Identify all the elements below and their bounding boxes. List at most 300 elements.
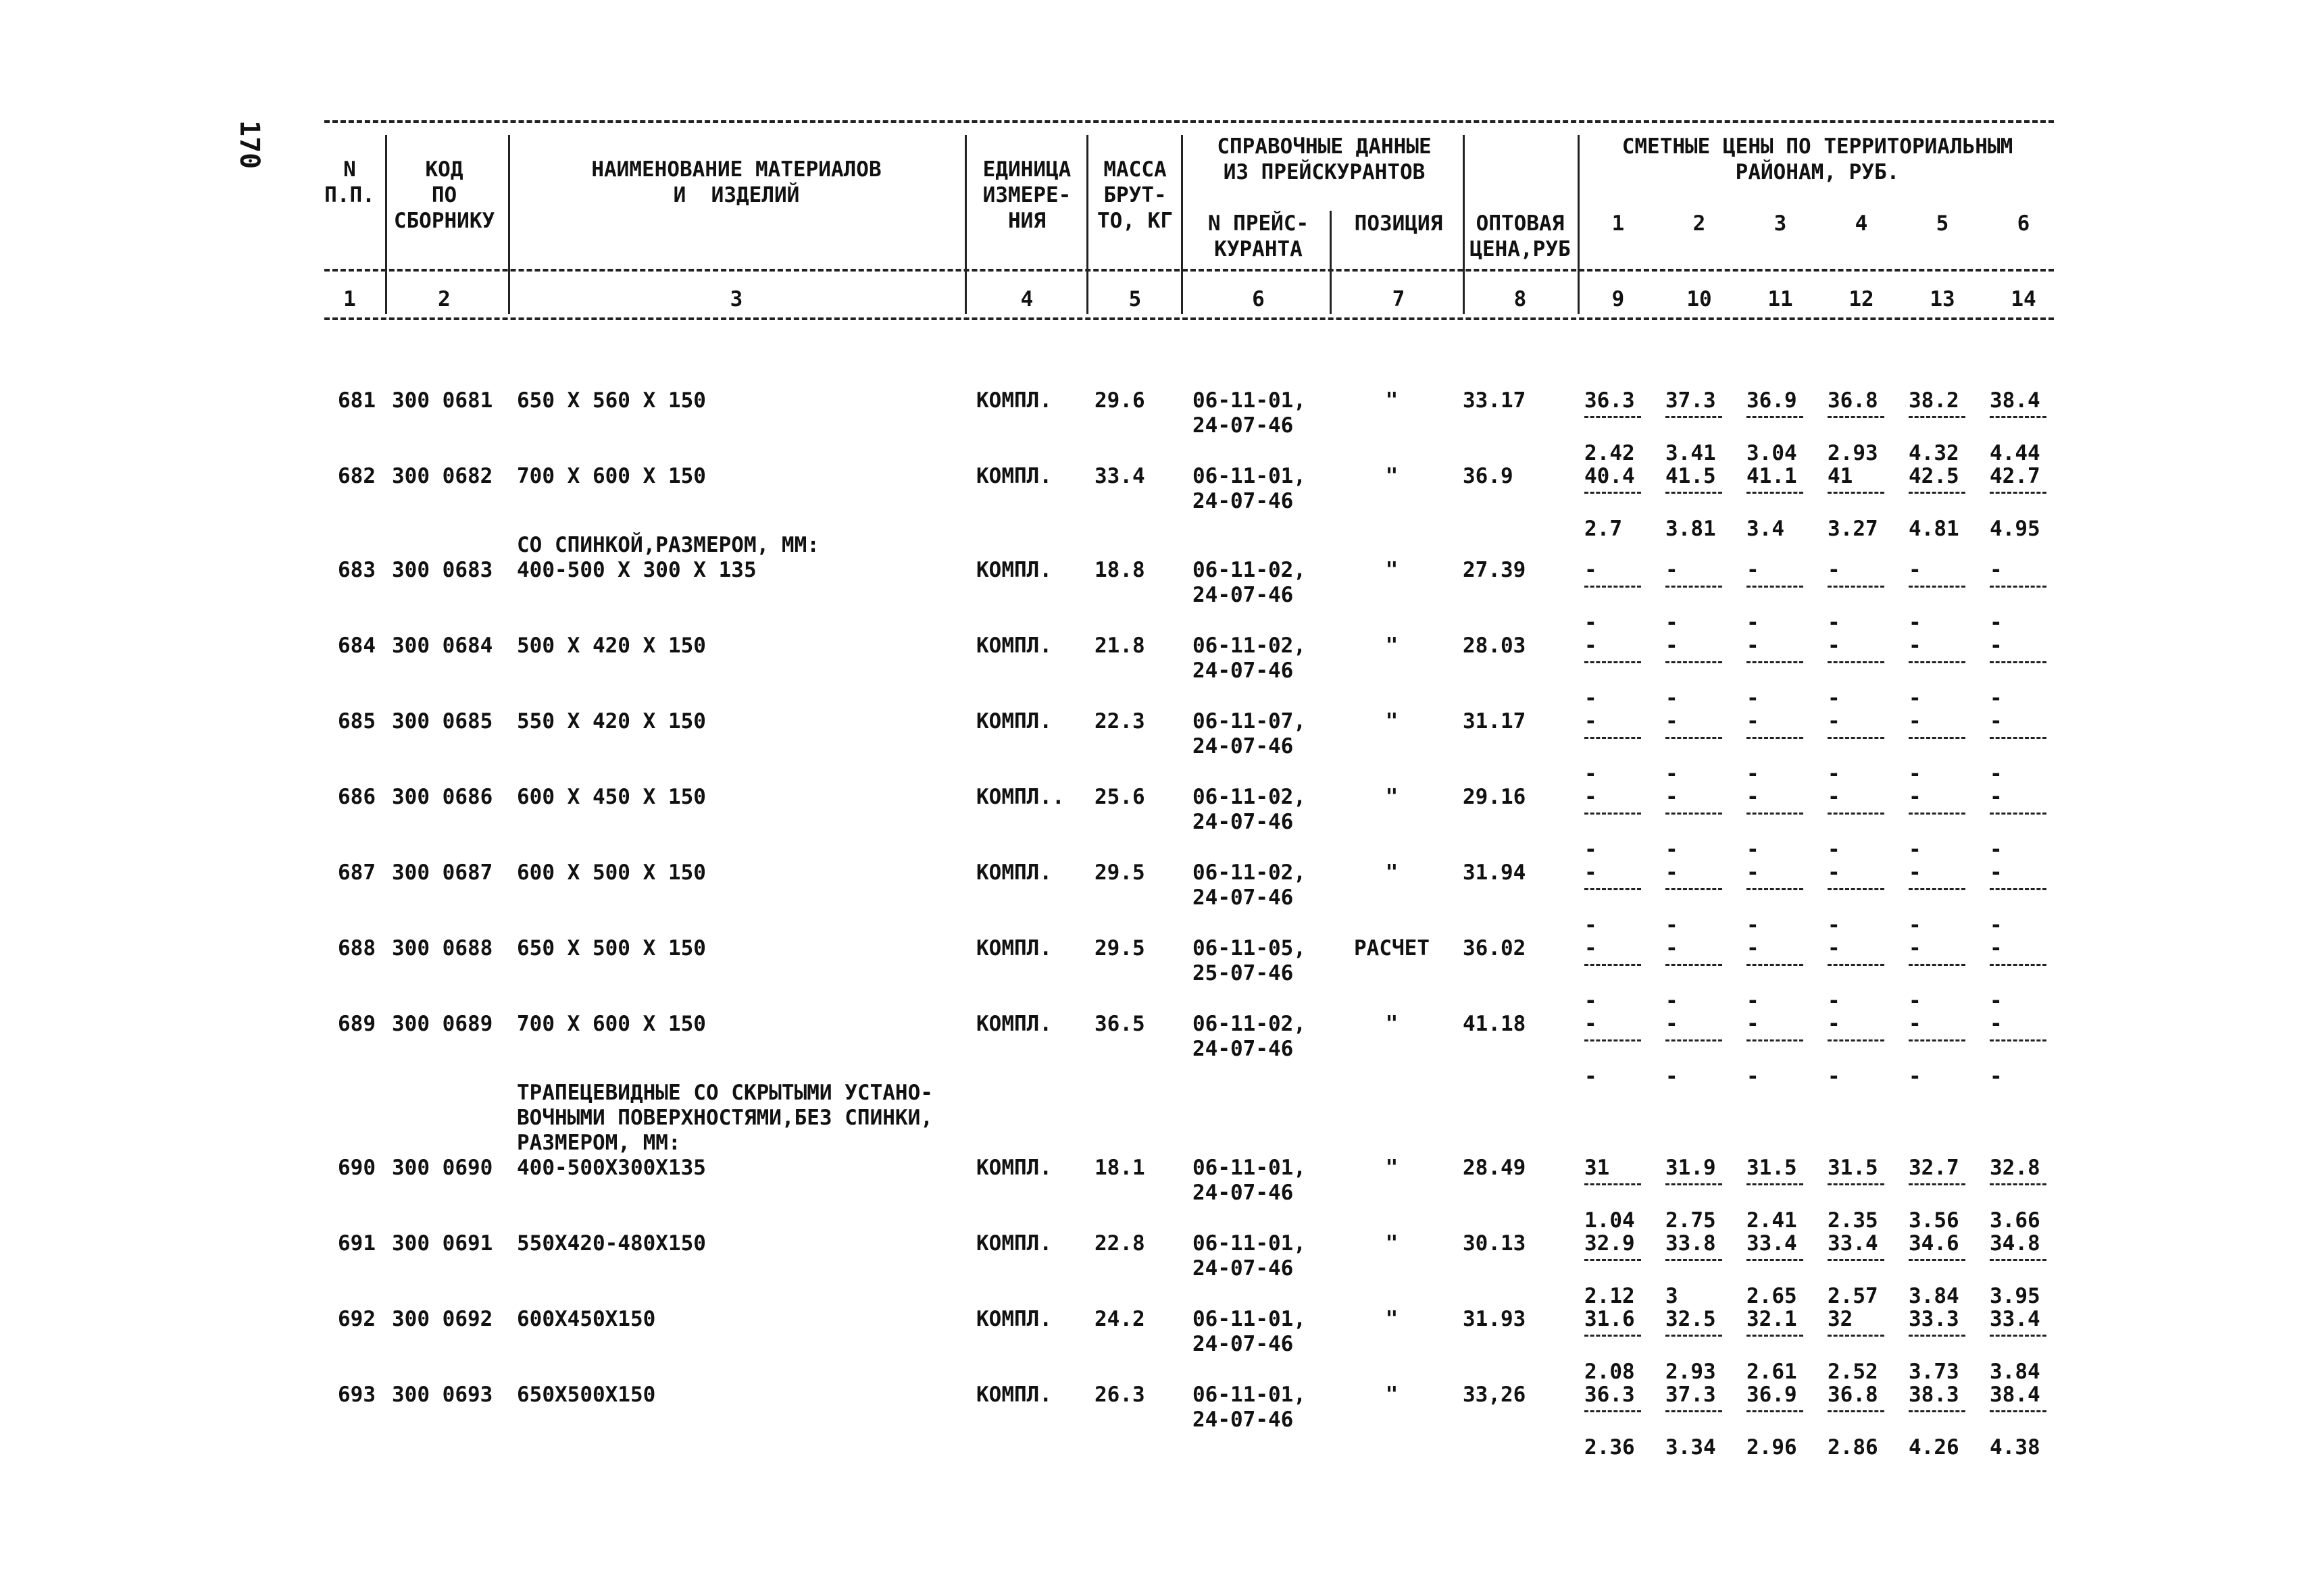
row-pricelist: 06-11-01, 24-07-46: [1192, 1231, 1306, 1281]
column-number-3: 3: [730, 287, 743, 311]
price-bottom: -: [1828, 1064, 1840, 1089]
price-top: 32.8: [1990, 1156, 2040, 1180]
price-bottom: -: [1746, 611, 1759, 635]
row-code: 300 0692: [392, 1307, 493, 1331]
price-bottom: 2.08: [1584, 1360, 1635, 1384]
region-price-2: [1665, 558, 1733, 636]
price-bottom: 2.35: [1828, 1208, 1878, 1233]
region-price-3: [1746, 709, 1814, 787]
fraction-rule: [1909, 586, 1965, 588]
header-col-2: КОД ПО СБОРНИКУ: [393, 157, 495, 233]
row-wholesale-price: 27.39: [1463, 558, 1526, 582]
fraction-rule: [1990, 888, 2046, 890]
region-price-2: [1665, 1231, 1733, 1309]
region-price-4: [1828, 464, 1895, 542]
fraction-rule: [1828, 1183, 1884, 1185]
row-name: 600X450X150: [517, 1307, 656, 1331]
region-price-3: [1746, 1307, 1814, 1385]
region-price-6: [1990, 860, 2057, 938]
row-number: 690: [338, 1156, 376, 1180]
header-col-7: ПОЗИЦИЯ: [1354, 211, 1443, 236]
fraction-rule: [1909, 964, 1965, 966]
row-mass: 26.3: [1095, 1383, 1145, 1407]
row-mass: 21.8: [1095, 634, 1145, 658]
fraction-rule: [1665, 661, 1722, 663]
region-price-6: [1990, 1307, 2057, 1385]
price-top: 37.3: [1665, 388, 1716, 413]
price-top: -: [1909, 634, 1921, 658]
price-bottom: -: [1584, 913, 1597, 937]
row-code: 300 0688: [392, 936, 493, 960]
fraction-rule: [1990, 416, 2046, 418]
fraction-rule: [1909, 1259, 1965, 1261]
column-number-10: 10: [1686, 287, 1712, 311]
region-price-2: [1665, 1307, 1733, 1385]
price-top: 42.7: [1990, 464, 2040, 488]
row-wholesale-price: 41.18: [1463, 1012, 1526, 1036]
region-price-6: [1990, 709, 2057, 787]
region-price-6: [1990, 464, 2057, 542]
price-top: -: [1990, 785, 2003, 809]
fraction-rule: [1909, 737, 1965, 739]
price-bottom: -: [1909, 686, 1921, 711]
row-wholesale-price: 31.94: [1463, 860, 1526, 885]
region-price-2: [1665, 936, 1733, 1014]
price-top: -: [1746, 785, 1759, 809]
fraction-rule: [1828, 1039, 1884, 1041]
region-price-5: [1909, 1231, 1976, 1309]
region-price-5: [1909, 1307, 1976, 1385]
header-top-rule: [324, 120, 2054, 123]
header-region-5: 5: [1936, 211, 1949, 236]
fraction-rule: [1990, 492, 2046, 494]
fraction-rule: [1828, 661, 1884, 663]
fraction-rule: [1665, 586, 1722, 588]
fraction-rule: [1909, 1039, 1965, 1041]
price-top: 33.4: [1828, 1231, 1878, 1256]
fraction-rule: [1584, 1410, 1641, 1412]
row-pricelist: 06-11-05, 25-07-46: [1192, 936, 1306, 985]
row-unit: КОМПЛ.: [976, 558, 1052, 582]
region-price-1: [1584, 709, 1652, 787]
fraction-rule: [1584, 416, 1641, 418]
price-top: 32.1: [1746, 1307, 1797, 1331]
fraction-rule: [1584, 586, 1641, 588]
region-price-5: [1909, 634, 1976, 711]
region-price-3: [1746, 1383, 1814, 1460]
price-bottom: -: [1990, 838, 2003, 862]
region-price-5: [1909, 709, 1976, 787]
region-price-4: [1828, 1156, 1895, 1233]
price-bottom: 3.4: [1746, 517, 1784, 541]
price-bottom: 3.84: [1990, 1360, 2040, 1384]
region-price-5: [1909, 1383, 1976, 1460]
fraction-rule: [1665, 492, 1722, 494]
price-bottom: -: [1828, 686, 1840, 711]
fraction-rule: [1909, 1410, 1965, 1412]
fraction-rule: [1828, 737, 1884, 739]
region-price-2: [1665, 1383, 1733, 1460]
price-bottom: -: [1746, 989, 1759, 1013]
fraction-rule: [1909, 1335, 1965, 1337]
price-bottom: 2.93: [1828, 441, 1878, 465]
row-name: 650X500X150: [517, 1383, 656, 1407]
row-wholesale-price: 30.13: [1463, 1231, 1526, 1256]
row-number: 683: [338, 558, 376, 582]
header-region-3: 3: [1774, 211, 1787, 236]
region-price-2: [1665, 1012, 1733, 1089]
price-bottom: -: [1665, 838, 1678, 862]
fraction-rule: [1828, 888, 1884, 890]
row-position: РАСЧЕТ: [1354, 936, 1430, 960]
section-heading: ТРАПЕЦЕВИДНЫЕ СО СКРЫТЫМИ УСТАНО- ВОЧНЫМИ ПОВЕРХНОСТЯМИ,БЕЗ СПИНКИ, РАЗМЕРОМ, ММ:: [517, 1081, 933, 1155]
row-wholesale-price: 28.49: [1463, 1156, 1526, 1180]
region-price-6: [1990, 1383, 2057, 1460]
price-top: -: [1746, 709, 1759, 733]
row-mass: 29.5: [1095, 860, 1145, 885]
region-price-2: [1665, 388, 1733, 466]
row-wholesale-price: 33,26: [1463, 1383, 1526, 1407]
price-bottom: 4.95: [1990, 517, 2040, 541]
region-price-4: [1828, 1012, 1895, 1089]
price-top: -: [1909, 936, 1921, 960]
region-price-5: [1909, 860, 1976, 938]
fraction-rule: [1746, 813, 1803, 815]
region-price-1: [1584, 558, 1652, 636]
region-price-3: [1746, 1012, 1814, 1089]
price-top: 41.1: [1746, 464, 1797, 488]
price-bottom: 3.34: [1665, 1435, 1716, 1460]
region-price-2: [1665, 785, 1733, 863]
price-top: -: [1909, 785, 1921, 809]
page-number: 170: [234, 120, 265, 170]
region-price-3: [1746, 1156, 1814, 1233]
price-top: 41.5: [1665, 464, 1716, 488]
price-top: -: [1584, 1012, 1597, 1036]
price-top: 37.3: [1665, 1383, 1716, 1407]
region-price-3: [1746, 936, 1814, 1014]
price-top: 38.4: [1990, 388, 2040, 413]
price-bottom: -: [1665, 989, 1678, 1013]
price-bottom: -: [1909, 989, 1921, 1013]
fraction-rule: [1584, 1259, 1641, 1261]
region-price-1: [1584, 860, 1652, 938]
price-bottom: -: [1990, 989, 2003, 1013]
price-top: 36.8: [1828, 1383, 1878, 1407]
section-heading: СО СПИНКОЙ,РАЗМЕРОМ, ММ:: [517, 533, 820, 557]
price-top: 36.9: [1746, 1383, 1797, 1407]
region-price-5: [1909, 936, 1976, 1014]
region-price-2: [1665, 709, 1733, 787]
price-top: 31.5: [1828, 1156, 1878, 1180]
price-bottom: 1.04: [1584, 1208, 1635, 1233]
fraction-rule: [1584, 737, 1641, 739]
price-top: 33.3: [1909, 1307, 1959, 1331]
fraction-rule: [1990, 1259, 2046, 1261]
row-unit: КОМПЛ.: [976, 1012, 1052, 1036]
price-top: -: [1828, 709, 1840, 733]
column-number-11: 11: [1767, 287, 1793, 311]
fraction-rule: [1909, 492, 1965, 494]
fraction-rule: [1990, 1039, 2046, 1041]
price-bottom: 2.65: [1746, 1284, 1797, 1308]
price-bottom: 3.84: [1909, 1284, 1959, 1308]
row-name: 600 X 450 X 150: [517, 785, 706, 809]
row-number: 685: [338, 709, 376, 733]
price-top: 31: [1584, 1156, 1610, 1180]
price-bottom: -: [1584, 762, 1597, 786]
region-price-1: [1584, 1383, 1652, 1460]
fraction-rule: [1909, 1183, 1965, 1185]
header-bottom-rule: [324, 317, 2054, 320]
fraction-rule: [1990, 964, 2046, 966]
row-unit: КОМПЛ.: [976, 1231, 1052, 1256]
fraction-rule: [1665, 1410, 1722, 1412]
price-bottom: -: [1828, 913, 1840, 937]
price-top: -: [1665, 709, 1678, 733]
region-price-4: [1828, 388, 1895, 466]
price-top: 32.5: [1665, 1307, 1716, 1331]
region-price-4: [1828, 1383, 1895, 1460]
price-top: -: [1746, 634, 1759, 658]
region-price-2: [1665, 860, 1733, 938]
price-bottom: -: [1909, 838, 1921, 862]
row-position: ": [1385, 1012, 1399, 1036]
row-pricelist: 06-11-01, 24-07-46: [1192, 1383, 1306, 1432]
region-price-6: [1990, 388, 2057, 466]
row-pricelist: 06-11-01, 24-07-46: [1192, 1156, 1306, 1205]
row-code: 300 0691: [392, 1231, 493, 1256]
region-price-1: [1584, 785, 1652, 863]
price-bottom: -: [1828, 611, 1840, 635]
fraction-rule: [1584, 661, 1641, 663]
fraction-rule: [1746, 661, 1803, 663]
row-pricelist: 06-11-02, 24-07-46: [1192, 634, 1306, 683]
header-col-4: ЕДИНИЦА ИЗМЕРЕ- НИЯ: [982, 157, 1072, 233]
price-bottom: -: [1584, 1064, 1597, 1089]
fraction-rule: [1665, 1183, 1722, 1185]
row-name: 700 X 600 X 150: [517, 1012, 706, 1036]
region-price-1: [1584, 1231, 1652, 1309]
fraction-rule: [1828, 586, 1884, 588]
row-position: ": [1385, 1231, 1399, 1256]
fraction-rule: [1746, 1183, 1803, 1185]
region-price-1: [1584, 1156, 1652, 1233]
row-mass: 25.6: [1095, 785, 1145, 809]
price-top: -: [1746, 936, 1759, 960]
region-price-4: [1828, 1231, 1895, 1309]
price-bottom: 2.75: [1665, 1208, 1716, 1233]
row-code: 300 0684: [392, 634, 493, 658]
price-top: 38.3: [1909, 1383, 1959, 1407]
price-bottom: 2.36: [1584, 1435, 1635, 1460]
region-price-3: [1746, 1231, 1814, 1309]
price-bottom: -: [1828, 762, 1840, 786]
fraction-rule: [1746, 1039, 1803, 1041]
price-top: -: [1909, 860, 1921, 885]
region-price-4: [1828, 709, 1895, 787]
fraction-rule: [1828, 416, 1884, 418]
fraction-rule: [1584, 492, 1641, 494]
row-name: 600 X 500 X 150: [517, 860, 706, 885]
region-price-5: [1909, 1012, 1976, 1089]
fraction-rule: [1584, 888, 1641, 890]
row-pricelist: 06-11-02, 24-07-46: [1192, 860, 1306, 910]
price-bottom: 3.27: [1828, 517, 1878, 541]
price-top: -: [1584, 634, 1597, 658]
row-pricelist: 06-11-02, 24-07-46: [1192, 1012, 1306, 1061]
price-top: -: [1584, 860, 1597, 885]
price-top: -: [1828, 634, 1840, 658]
row-position: ": [1385, 860, 1399, 885]
price-bottom: -: [1909, 1064, 1921, 1089]
row-pricelist: 06-11-01, 24-07-46: [1192, 464, 1306, 513]
price-top: 34.6: [1909, 1231, 1959, 1256]
price-bottom: 2.12: [1584, 1284, 1635, 1308]
column-number-1: 1: [343, 287, 356, 311]
price-bottom: 3.41: [1665, 441, 1716, 465]
region-price-2: [1665, 634, 1733, 711]
price-bottom: -: [1584, 838, 1597, 862]
price-top: -: [1909, 558, 1921, 582]
row-unit: КОМПЛ.: [976, 1307, 1052, 1331]
price-bottom: -: [1990, 913, 2003, 937]
region-price-6: [1990, 1156, 2057, 1233]
row-wholesale-price: 29.16: [1463, 785, 1526, 809]
row-number: 692: [338, 1307, 376, 1331]
price-bottom: 4.26: [1909, 1435, 1959, 1460]
row-pricelist: 06-11-01, 24-07-46: [1192, 388, 1306, 438]
row-pricelist: 06-11-02, 24-07-46: [1192, 785, 1306, 834]
fraction-rule: [1990, 1183, 2046, 1185]
fraction-rule: [1746, 1410, 1803, 1412]
header-col-8: ОПТОВАЯ ЦЕНА,РУБ: [1469, 211, 1571, 261]
price-top: 38.2: [1909, 388, 1959, 413]
region-price-1: [1584, 464, 1652, 542]
price-top: -: [1665, 860, 1678, 885]
fraction-rule: [1746, 586, 1803, 588]
row-code: 300 0683: [392, 558, 493, 582]
row-position: ": [1385, 1307, 1399, 1331]
price-top: 32: [1828, 1307, 1853, 1331]
price-top: -: [1990, 634, 2003, 658]
row-mass: 22.8: [1095, 1231, 1145, 1256]
column-number-4: 4: [1020, 287, 1034, 311]
price-bottom: -: [1584, 989, 1597, 1013]
row-code: 300 0690: [392, 1156, 493, 1180]
row-name: 400-500X300X135: [517, 1156, 706, 1180]
region-price-3: [1746, 388, 1814, 466]
region-price-6: [1990, 634, 2057, 711]
price-bottom: -: [1828, 989, 1840, 1013]
fraction-rule: [1665, 1039, 1722, 1041]
price-top: -: [1665, 785, 1678, 809]
price-top: 32.7: [1909, 1156, 1959, 1180]
row-number: 693: [338, 1383, 376, 1407]
row-mass: 18.1: [1095, 1156, 1145, 1180]
row-name: 550X420-480X150: [517, 1231, 706, 1256]
price-top: -: [1584, 785, 1597, 809]
price-top: 33.4: [1990, 1307, 2040, 1331]
region-price-5: [1909, 785, 1976, 863]
price-top: -: [1584, 558, 1597, 582]
price-bottom: -: [1665, 686, 1678, 711]
price-bottom: 3.81: [1665, 517, 1716, 541]
price-top: -: [1990, 1012, 2003, 1036]
price-bottom: 2.93: [1665, 1360, 1716, 1384]
row-wholesale-price: 33.17: [1463, 388, 1526, 413]
price-top: -: [1828, 1012, 1840, 1036]
region-price-3: [1746, 860, 1814, 938]
price-top: -: [1828, 936, 1840, 960]
price-top: -: [1746, 558, 1759, 582]
price-top: 38.4: [1990, 1383, 2040, 1407]
header-region-6: 6: [2017, 211, 2030, 236]
price-bottom: 4.44: [1990, 441, 2040, 465]
price-top: -: [1828, 558, 1840, 582]
fraction-rule: [1665, 813, 1722, 815]
fraction-rule: [1990, 1335, 2046, 1337]
price-top: -: [1990, 558, 2003, 582]
row-position: ": [1385, 388, 1399, 413]
price-bottom: -: [1665, 611, 1678, 635]
row-position: ": [1385, 464, 1399, 488]
fraction-rule: [1746, 1259, 1803, 1261]
fraction-rule: [1746, 964, 1803, 966]
price-bottom: 2.7: [1584, 517, 1622, 541]
price-top: 36.3: [1584, 388, 1635, 413]
column-number-9: 9: [1611, 287, 1625, 311]
price-bottom: 2.52: [1828, 1360, 1878, 1384]
price-top: 41: [1828, 464, 1853, 488]
price-bottom: -: [1909, 611, 1921, 635]
region-price-5: [1909, 558, 1976, 636]
row-unit: КОМПЛ..: [976, 785, 1065, 809]
region-price-6: [1990, 1231, 2057, 1309]
row-unit: КОМПЛ.: [976, 634, 1052, 658]
price-top: 31.5: [1746, 1156, 1797, 1180]
header-col-3: НАИМЕНОВАНИЕ МАТЕРИАЛОВ И ИЗДЕЛИЙ: [591, 157, 882, 207]
price-bottom: -: [1665, 1064, 1678, 1089]
price-top: 34.8: [1990, 1231, 2040, 1256]
row-name: 500 X 420 X 150: [517, 634, 706, 658]
price-bottom: -: [1746, 913, 1759, 937]
row-number: 687: [338, 860, 376, 885]
fraction-rule: [1584, 1335, 1641, 1337]
column-number-5: 5: [1128, 287, 1142, 311]
fraction-rule: [1828, 492, 1884, 494]
header-col-5: МАССА БРУТ- ТО, КГ: [1097, 157, 1173, 233]
price-bottom: 3.66: [1990, 1208, 2040, 1233]
price-bottom: -: [1746, 762, 1759, 786]
price-top: 42.5: [1909, 464, 1959, 488]
row-name: 400-500 X 300 X 135: [517, 558, 757, 582]
price-top: -: [1828, 785, 1840, 809]
fraction-rule: [1909, 813, 1965, 815]
price-bottom: 2.41: [1746, 1208, 1797, 1233]
price-bottom: -: [1828, 838, 1840, 862]
row-position: ": [1385, 558, 1399, 582]
price-bottom: 3.04: [1746, 441, 1797, 465]
fraction-rule: [1828, 1410, 1884, 1412]
column-number-13: 13: [1930, 287, 1955, 311]
price-bottom: 4.81: [1909, 517, 1959, 541]
price-bottom: 2.61: [1746, 1360, 1797, 1384]
fraction-rule: [1665, 737, 1722, 739]
row-mass: 36.5: [1095, 1012, 1145, 1036]
price-bottom: -: [1665, 913, 1678, 937]
fraction-rule: [1828, 813, 1884, 815]
